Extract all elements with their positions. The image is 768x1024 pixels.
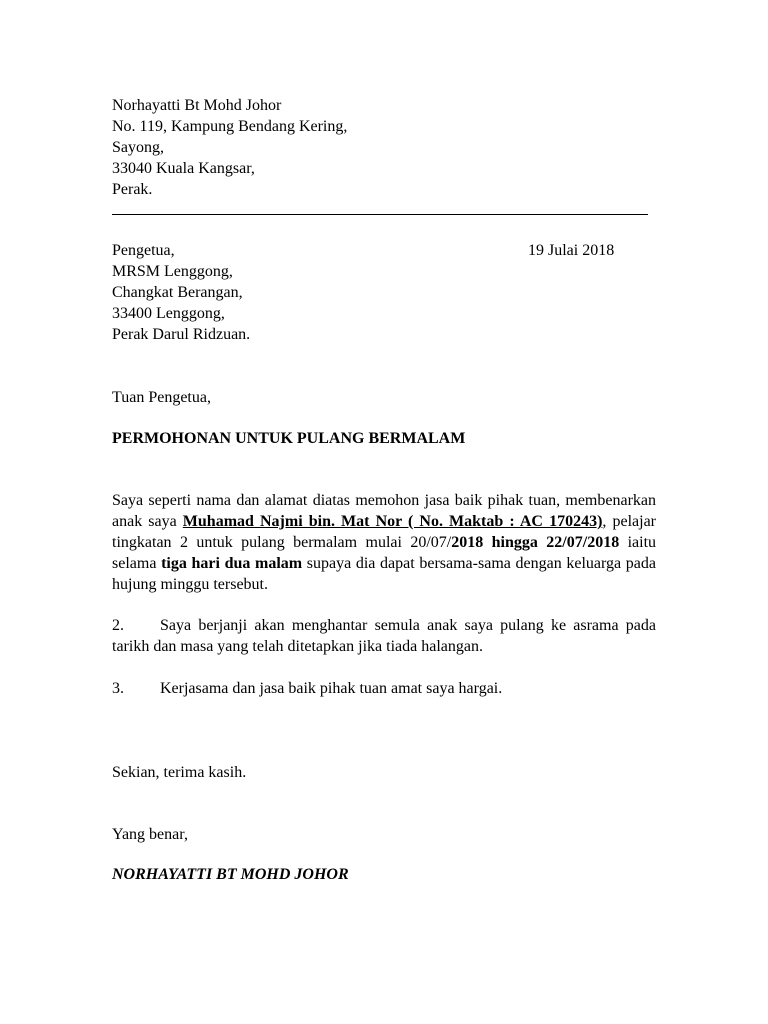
body-paragraph-2 [112, 615, 656, 657]
until-word: hingga [491, 534, 538, 551]
paragraph-text: Saya seperti nama dan alamat diatas memohon jasa baik pihak tuan, membenarkan anak saya [112, 492, 656, 530]
paragraph-text: Kerjasama dan jasa baik pihak tuan amat saya hargai. [160, 680, 503, 697]
sender-address-line: Sayong, [112, 139, 164, 156]
recipient-line: Perak Darul Ridzuan. [112, 326, 251, 343]
paragraph-number: 2. [112, 617, 124, 634]
duration: tiga hari dua malam [161, 555, 303, 572]
body-paragraph-1 [112, 490, 656, 595]
paragraph-text: supaya dia dapat bersama-sama dengan keluarga pada hujung minggu tersebut. [112, 555, 657, 593]
paragraph-number: 3. [112, 680, 124, 697]
recipient-line: 33400 Lenggong, [112, 305, 225, 322]
start-year: 2018 [451, 534, 484, 551]
sender-address-block [112, 95, 347, 200]
sender-address-line: No. 119, Kampung Bendang Kering, [112, 118, 348, 135]
signoff: Yang benar, [112, 826, 188, 843]
recipient-line: MRSM Lenggong, [112, 263, 233, 280]
body-paragraph-3 [112, 678, 502, 699]
salutation: Tuan Pengetua, [112, 389, 211, 406]
sender-address-line: 33040 Kuala Kangsar, [112, 160, 255, 177]
signature-name: NORHAYATTI BT MOHD JOHOR [112, 866, 349, 883]
recipient-address-block [112, 240, 250, 345]
paragraph-text: Saya berjanji akan menghantar semula anak saya pulang ke asrama pada tarikh dan masa yang telah ditetapkan jika tiada halangan. [112, 617, 656, 655]
end-date: 22/07/2018 [546, 534, 620, 551]
letter-date: 19 Julai 2018 [528, 242, 615, 259]
recipient-line: Pengetua, [112, 242, 175, 259]
student-name-and-id: Muhamad Najmi bin. Mat Nor ( No. Maktab : AC 170243) [182, 513, 603, 530]
paragraph-text: , pelajar tingkatan 2 untuk pulang bermalam mulai 20/07/ [112, 513, 656, 551]
paragraph-text [483, 534, 491, 551]
recipient-line: Changkat Berangan, [112, 284, 243, 301]
header-divider [112, 214, 648, 215]
sender-address-line: Perak. [112, 181, 153, 198]
paragraph-text: iaitu selama [112, 534, 657, 572]
closing-line: Sekian, terima kasih. [112, 764, 247, 781]
sender-name: Norhayatti Bt Mohd Johor [112, 97, 282, 114]
letter-subject: PERMOHONAN UNTUK PULANG BERMALAM [112, 430, 466, 447]
